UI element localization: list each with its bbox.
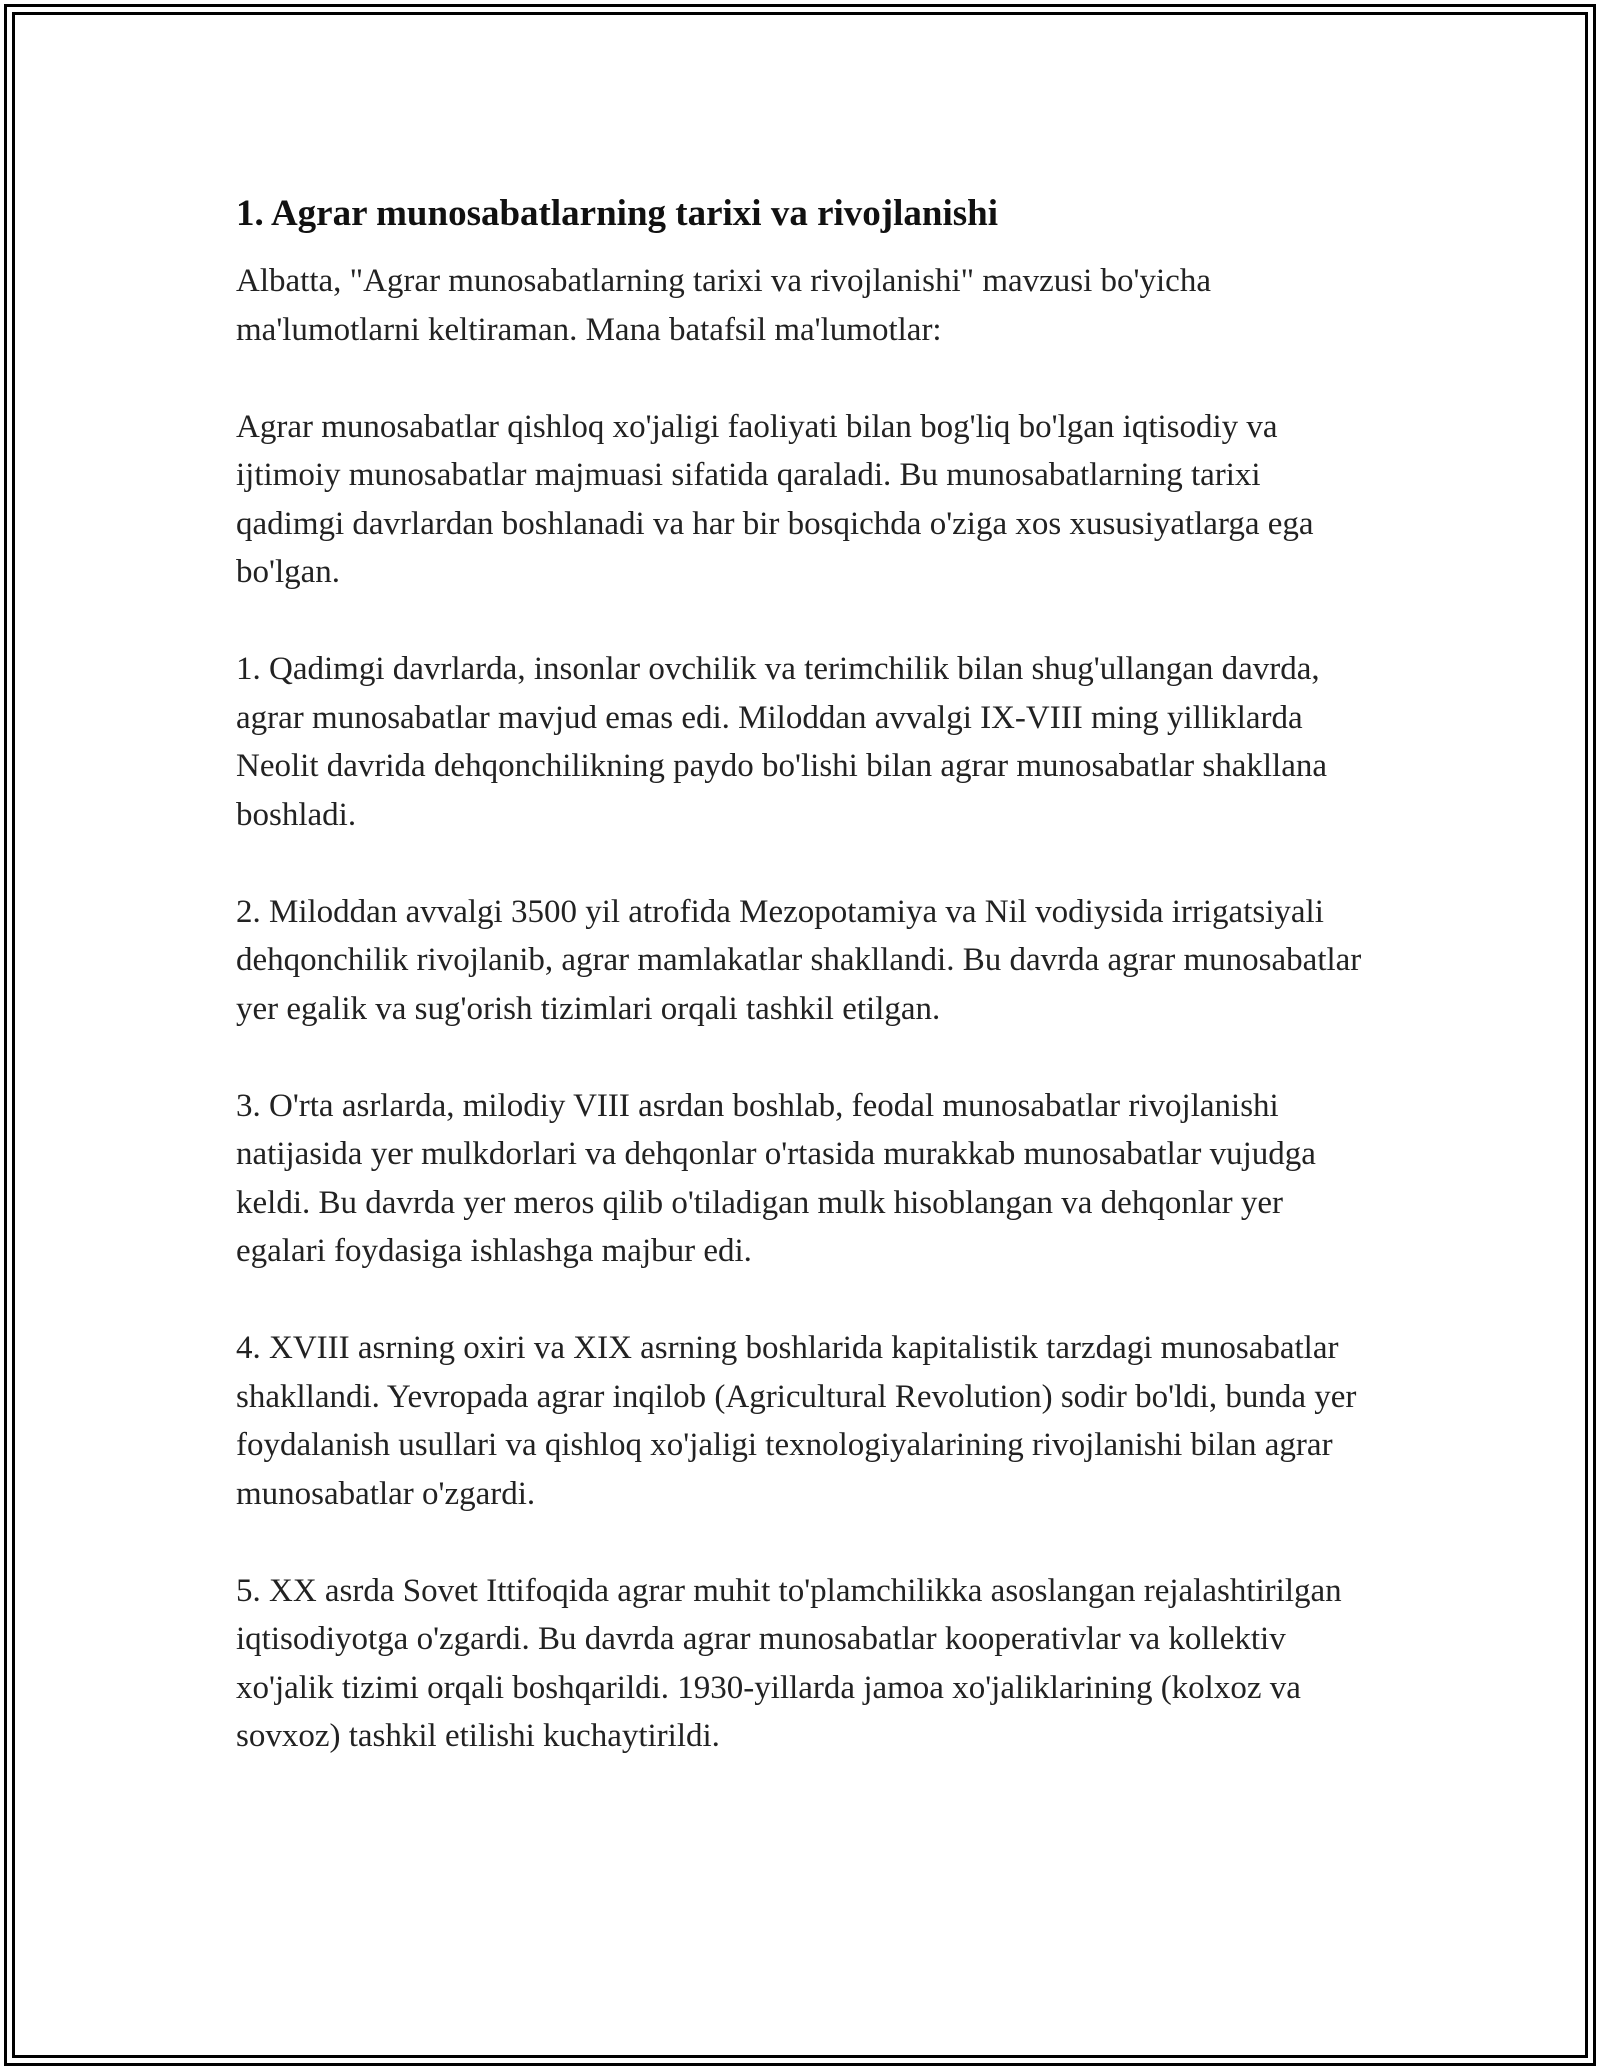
list-item-1-paragraph: 1. Qadimgi davrlarda, insonlar ovchilik va terimchilik bilan shug'ullangan davrda, agrar munosabatlar mavjud emas edi. Miloddan avvalgi IX-VIII ming yilliklarda Neolit davrida dehqonchilikning paydo bo'lishi bilan agrar munosabatlar shakllana boshladi.	[236, 651, 1327, 833]
list-item-2-paragraph: 2. Miloddan avvalgi 3500 yil atrofida Mezopotamiya va Nil vodiysida irrigatsiyali dehqonchilik rivojlanib, agrar mamlakatlar shakllandi. Bu davrda agrar munosabatlar yer egalik va sug'orish tizimlari orqali tashkil etilgan.	[236, 893, 1362, 1027]
intro-paragraph: Albatta, "Agrar munosabatlarning tarixi va rivojlanishi" mavzusi bo'yicha ma'lumotlarni keltiraman. Mana batafsil ma'lumotlar:	[236, 263, 1211, 348]
list-item-3-paragraph: 3. O'rta asrlarda, milodiy VIII asrdan boshlab, feodal munosabatlar rivojlanishi natijasida yer mulkdorlari va dehqonlar o'rtasida murakkab munosabatlar vujudga keldi. Bu davrda yer meros qilib o'tiladigan mulk hisoblangan va dehqonlar yer egalari foydasiga ishlashga majbur edi.	[236, 1087, 1316, 1269]
list-item-5-paragraph: 5. XX asrda Sovet Ittifoqida agrar muhit to'plamchilikka asoslangan rejalashtirilgan iqtisodiyotga o'zgardi. Bu davrda agrar munosabatlar kooperativlar va kollektiv xo'jalik tizimi orqali boshqarildi. 1930-yillarda jamoa xo'jaliklarining (kolxoz va sovxoz) tashkil etilishi kuchaytirildi.	[236, 1572, 1342, 1754]
definition-paragraph: Agrar munosabatlar qishloq xo'jaligi faoliyati bilan bog'liq bo'lgan iqtisodiy va ijtimoiy munosabatlar majmuasi sifatida qaraladi. Bu munosabatlarning tarixi qadimgi davrlardan boshlanadi va har bir bosqichda o'ziga xos xususiyatlarga ega bo'lgan.	[236, 408, 1314, 590]
document-body	[236, 188, 1366, 1761]
list-item-4-paragraph: 4. XVIII asrning oxiri va XIX asrning boshlarida kapitalistik tarzdagi munosabatlar shakllandi. Yevropada agrar inqilob (Agricultural Revolution) sodir bo'ldi, bunda yer foydalanish usullari va qishloq xo'jaligi texnologiyalarining rivojlanishi bilan agrar munosabatlar o'zgardi.	[236, 1330, 1357, 1512]
document-title: 1. Agrar munosabatlarning tarixi va rivojlanishi	[236, 193, 998, 234]
